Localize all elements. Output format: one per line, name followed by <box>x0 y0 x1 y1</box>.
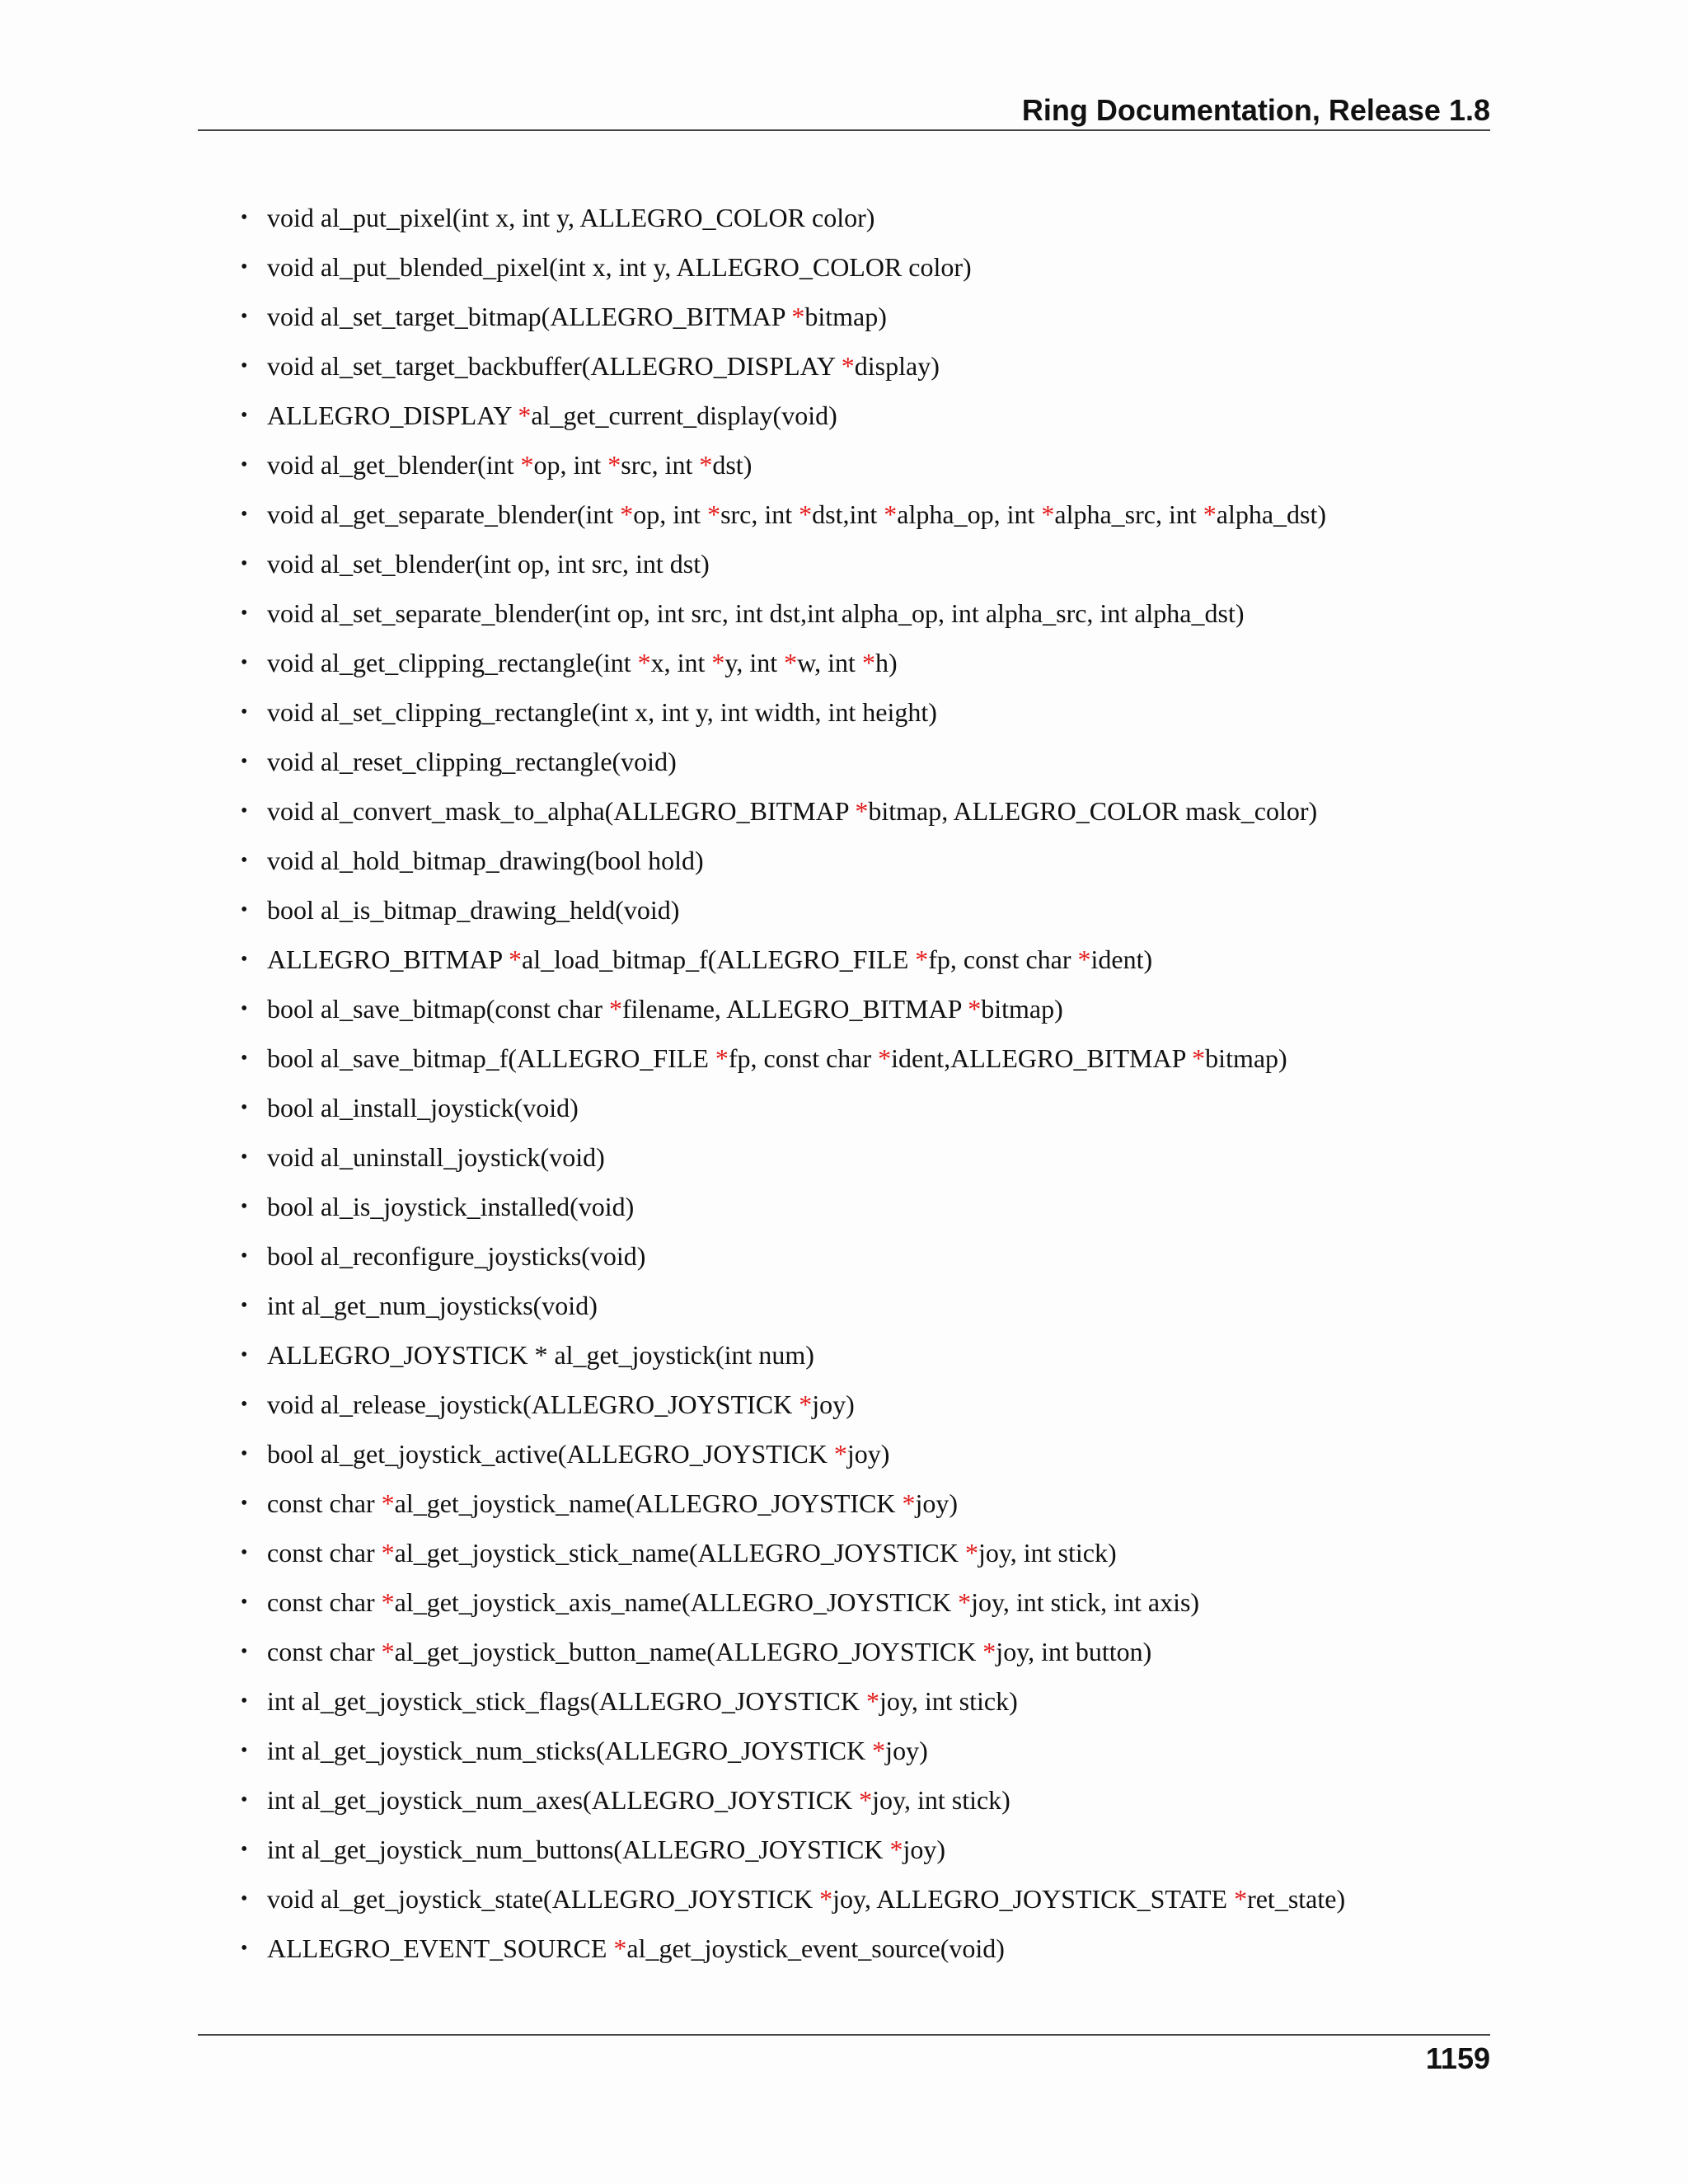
function-signature: ALLEGRO_BITMAP *al_load_bitmap_f(ALLEGRO_FILE *fp, const char *ident) <box>267 944 1153 974</box>
function-signature: void al_set_clipping_rectangle(int x, int y, int width, int height) <box>267 697 937 727</box>
bullet-icon: • <box>241 504 248 525</box>
function-signature: ALLEGRO_JOYSTICK * al_get_joystick(int num) <box>267 1340 814 1370</box>
list-item <box>241 836 1477 885</box>
function-signature: ALLEGRO_EVENT_SOURCE *al_get_joystick_event_source(void) <box>267 1933 1005 1963</box>
function-signature: void al_convert_mask_to_alpha(ALLEGRO_BITMAP *bitmap, ALLEGRO_COLOR mask_color) <box>267 796 1318 826</box>
function-signature: const char *al_get_joystick_button_name(ALLEGRO_JOYSTICK *joy, int button) <box>267 1637 1152 1666</box>
page-header-title: Ring Documentation, Release 1.8 <box>1021 93 1490 127</box>
list-item <box>241 1479 1477 1528</box>
bullet-icon: • <box>241 1641 248 1662</box>
bullet-icon: • <box>241 1394 248 1415</box>
list-item <box>241 1775 1477 1825</box>
bullet-icon: • <box>241 1690 248 1712</box>
list-item <box>241 292 1477 341</box>
list-item <box>241 1924 1477 1973</box>
bullet-icon: • <box>241 1839 248 1860</box>
list-item <box>241 193 1477 242</box>
function-signature: void al_get_joystick_state(ALLEGRO_JOYSTICK *joy, ALLEGRO_JOYSTICK_STATE *ret_state) <box>267 1884 1346 1914</box>
list-item <box>241 1132 1477 1182</box>
function-signature: const char *al_get_joystick_axis_name(ALLEGRO_JOYSTICK *joy, int stick, int axis) <box>267 1587 1200 1617</box>
list-item <box>241 1033 1477 1083</box>
function-signature: ALLEGRO_DISPLAY *al_get_current_display(void) <box>267 401 837 430</box>
footer-rule <box>198 2034 1490 2036</box>
list-item <box>241 490 1477 539</box>
list-item <box>241 638 1477 687</box>
function-signature: void al_put_pixel(int x, int y, ALLEGRO_COLOR color) <box>267 203 875 232</box>
bullet-icon: • <box>241 1245 248 1267</box>
list-item <box>241 1528 1477 1577</box>
function-signature: void al_set_target_backbuffer(ALLEGRO_DISPLAY *display) <box>267 351 940 381</box>
bullet-icon: • <box>241 1789 248 1811</box>
function-signature: int al_get_joystick_num_sticks(ALLEGRO_JOYSTICK *joy) <box>267 1736 928 1765</box>
function-signature: const char *al_get_joystick_stick_name(ALLEGRO_JOYSTICK *joy, int stick) <box>267 1538 1117 1568</box>
list-item <box>241 1627 1477 1676</box>
function-signature: void al_reset_clipping_rectangle(void) <box>267 747 677 776</box>
header-rule <box>198 129 1490 131</box>
list-item <box>241 391 1477 440</box>
list-item <box>241 1429 1477 1479</box>
list-item <box>241 1726 1477 1775</box>
function-signature: int al_get_joystick_num_buttons(ALLEGRO_JOYSTICK *joy) <box>267 1835 946 1864</box>
list-item <box>241 539 1477 588</box>
bullet-icon: • <box>241 1493 248 1514</box>
bullet-icon: • <box>241 899 248 921</box>
bullet-icon: • <box>241 1295 248 1316</box>
list-item <box>241 1380 1477 1429</box>
list-item <box>241 1577 1477 1627</box>
function-signature: void al_uninstall_joystick(void) <box>267 1142 605 1172</box>
bullet-icon: • <box>241 553 248 574</box>
bullet-icon: • <box>241 1542 248 1563</box>
bullet-icon: • <box>241 1196 248 1217</box>
function-signature: bool al_save_bitmap(const char *filename, ALLEGRO_BITMAP *bitmap) <box>267 994 1063 1024</box>
list-item <box>241 588 1477 638</box>
function-signature: void al_set_separate_blender(int op, int src, int dst,int alpha_op, int alpha_src, int alpha_dst) <box>267 598 1245 628</box>
bullet-icon: • <box>241 1740 248 1761</box>
bullet-icon: • <box>241 355 248 377</box>
list-item <box>241 1083 1477 1132</box>
list-item <box>241 1182 1477 1231</box>
page-number: 1159 <box>1425 2041 1490 2075</box>
bullet-icon: • <box>241 1888 248 1910</box>
bullet-icon: • <box>241 1938 248 1959</box>
function-signature: void al_get_clipping_rectangle(int *x, int *y, int *w, int *h) <box>267 648 898 677</box>
bullet-icon: • <box>241 998 248 1019</box>
list-item <box>241 935 1477 984</box>
function-signature: bool al_get_joystick_active(ALLEGRO_JOYSTICK *joy) <box>267 1439 890 1469</box>
function-signature: void al_get_blender(int *op, int *src, int *dst) <box>267 450 753 480</box>
function-signature: void al_put_blended_pixel(int x, int y, ALLEGRO_COLOR color) <box>267 252 972 282</box>
bullet-icon: • <box>241 207 248 228</box>
list-item <box>241 786 1477 836</box>
list-item <box>241 1231 1477 1281</box>
list-item <box>241 341 1477 391</box>
bullet-icon: • <box>241 1146 248 1168</box>
list-item <box>241 1825 1477 1874</box>
bullet-icon: • <box>241 602 248 624</box>
function-signature: void al_release_joystick(ALLEGRO_JOYSTICK *joy) <box>267 1390 855 1419</box>
function-signature: void al_set_blender(int op, int src, int dst) <box>267 549 710 579</box>
list-item <box>241 1874 1477 1924</box>
function-signature: int al_get_num_joysticks(void) <box>267 1291 598 1320</box>
function-signature: bool al_install_joystick(void) <box>267 1093 579 1122</box>
list-item <box>241 1330 1477 1380</box>
list-item <box>241 737 1477 786</box>
function-signature: void al_hold_bitmap_drawing(bool hold) <box>267 846 704 875</box>
bullet-icon: • <box>241 751 248 772</box>
bullet-icon: • <box>241 1047 248 1069</box>
bullet-icon: • <box>241 1591 248 1613</box>
bullet-icon: • <box>241 405 248 426</box>
bullet-icon: • <box>241 949 248 970</box>
bullet-icon: • <box>241 256 248 278</box>
list-item <box>241 1281 1477 1330</box>
list-item <box>241 1676 1477 1726</box>
bullet-icon: • <box>241 1097 248 1118</box>
bullet-icon: • <box>241 1443 248 1465</box>
list-item <box>241 440 1477 490</box>
function-signature: int al_get_joystick_stick_flags(ALLEGRO_JOYSTICK *joy, int stick) <box>267 1686 1018 1716</box>
function-signature: bool al_save_bitmap_f(ALLEGRO_FILE *fp, const char *ident,ALLEGRO_BITMAP *bitmap) <box>267 1043 1287 1073</box>
bullet-icon: • <box>241 800 248 822</box>
function-signature: void al_set_target_bitmap(ALLEGRO_BITMAP *bitmap) <box>267 302 887 331</box>
bullet-icon: • <box>241 701 248 723</box>
list-item <box>241 885 1477 935</box>
function-signature-list <box>241 193 1477 1973</box>
function-signature: void al_get_separate_blender(int *op, int *src, int *dst,int *alpha_op, int *alpha_src, int *alpha_dst) <box>267 499 1327 529</box>
list-item <box>241 242 1477 292</box>
function-signature: int al_get_joystick_num_axes(ALLEGRO_JOYSTICK *joy, int stick) <box>267 1785 1010 1815</box>
function-signature: bool al_is_bitmap_drawing_held(void) <box>267 895 680 925</box>
function-signature: bool al_reconfigure_joysticks(void) <box>267 1241 646 1271</box>
bullet-icon: • <box>241 850 248 871</box>
bullet-icon: • <box>241 652 248 673</box>
bullet-icon: • <box>241 306 248 327</box>
list-item <box>241 687 1477 737</box>
bullet-icon: • <box>241 454 248 476</box>
function-signature: const char *al_get_joystick_name(ALLEGRO_JOYSTICK *joy) <box>267 1488 959 1518</box>
bullet-icon: • <box>241 1344 248 1366</box>
function-signature: bool al_is_joystick_installed(void) <box>267 1192 635 1221</box>
list-item <box>241 984 1477 1033</box>
